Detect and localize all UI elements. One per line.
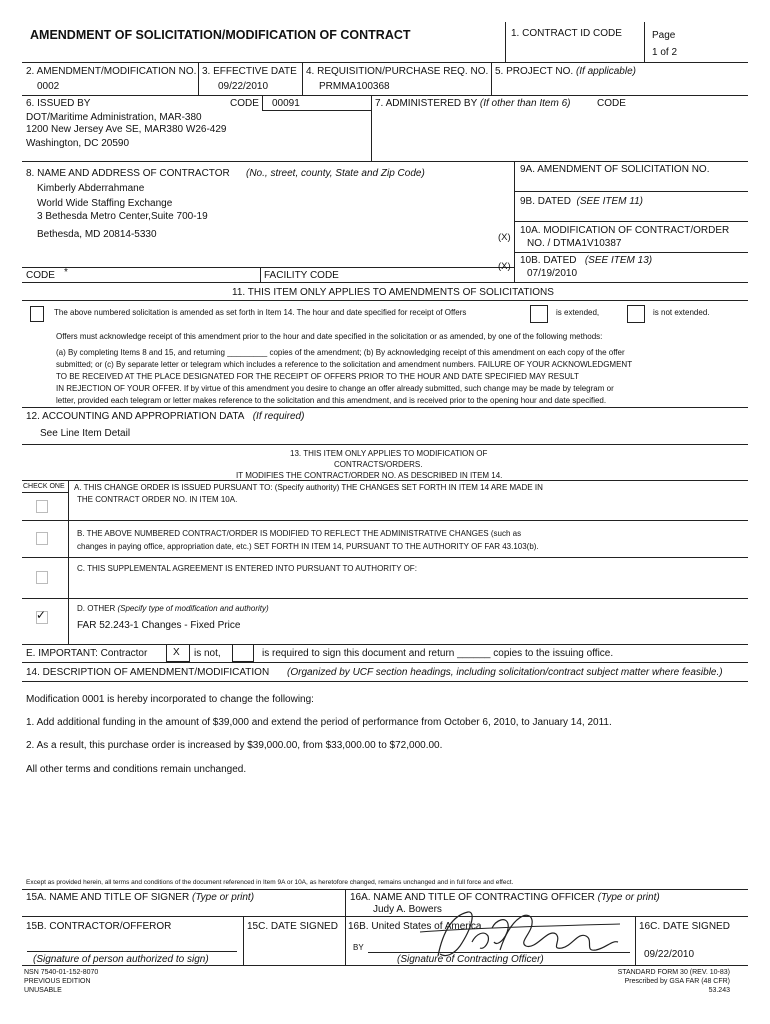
- item-14-p4: All other terms and conditions remain unchanged.: [26, 764, 247, 775]
- item-11-line7: letter, provided each telegram or letter makes reference to the solicitation and this amendment, and is received prior to the opening hour and date specified.: [56, 396, 607, 405]
- gsa-text: Prescribed by GSA FAR (48 CFR): [624, 978, 730, 985]
- item-10a-value: NO. / DTMA1V10387: [527, 238, 622, 249]
- item-13d-label: D. OTHER (Specify type of modification and authority): [77, 604, 269, 613]
- item-11-line5: TO BE RECEIVED AT THE PLACE DESIGNATED FOR THE RECEIPT OF OFFERS PRIOR TO THE HOUR AND DATE SPECIFIED MAY RESULT: [56, 372, 579, 381]
- by-label: BY: [353, 943, 364, 952]
- item-16c-label: 16C. DATE SIGNED: [639, 921, 730, 932]
- item-11-checkbox-1[interactable]: [30, 306, 44, 322]
- item-13-title3: IT MODIFIES THE CONTRACT/ORDER NO. AS DESCRIBED IN ITEM 14.: [236, 471, 503, 480]
- item-16b-label: 16B. United States of America: [348, 921, 482, 932]
- issued-code-label: CODE: [230, 98, 259, 109]
- item-11-line2: Offers must acknowledge receipt of this amendment prior to the hour and date specified in the solicitation or as amended, by one of the following methods:: [56, 332, 603, 341]
- not-extended-label: is not extended.: [653, 308, 710, 317]
- check-mark-icon: ✓: [36, 608, 47, 622]
- item-11-checkbox-not-extended[interactable]: [627, 305, 645, 323]
- item-10b-value: 07/19/2010: [527, 268, 578, 279]
- item-11-line1: The above numbered solicitation is amended as set forth in Item 14. The hour and date specified for receipt of Offers: [54, 308, 467, 317]
- previous-edition-text: PREVIOUS EDITION: [24, 978, 91, 985]
- item-14-p3: 2. As a result, this purchase order is increased by $39,000.00, from $33,000.00 to $72,000.00.: [26, 740, 443, 751]
- contractor-line3: 3 Bethesda Metro Center,Suite 700-19: [37, 211, 208, 222]
- item-11-line4: submitted; or (c) By separate letter or telegram which includes a reference to the solicitation and amendment numbers. FAILURE OF YOUR ACKNOWLEDGMENT: [56, 360, 633, 369]
- is-required-text: is required to sign this document and return ______ copies to the issuing office.: [262, 648, 614, 659]
- item-11-title: 11. THIS ITEM ONLY APPLIES TO AMENDMENTS OF SOLICITATIONS: [232, 287, 554, 298]
- is-not-label: is not,: [194, 648, 221, 659]
- item-13b-text1: B. THE ABOVE NUMBERED CONTRACT/ORDER IS MODIFIED TO REFLECT THE ADMINISTRATIVE CHANGES (such as: [77, 529, 522, 538]
- item-11-line6: IN REJECTION OF YOUR OFFER. If by virtue of this amendment you desire to change an offer already submitted, such change may be made by telegram or: [56, 384, 614, 393]
- item-13a-text1: A. THIS CHANGE ORDER IS ISSUED PURSUANT TO: (Specify authority) THE CHANGES SET FORTH IN ITEM 14 ARE MADE IN: [74, 483, 543, 492]
- item-15b-signature-caption: (Signature of person authorized to sign): [33, 954, 209, 965]
- extended-label: is extended,: [556, 308, 600, 317]
- item-13b-checkbox[interactable]: [36, 532, 48, 545]
- item-16a-label: 16A. NAME AND TITLE OF CONTRACTING OFFICER (Type or print): [350, 892, 660, 903]
- item-9b-label: 9B. DATED (SEE ITEM 11): [520, 196, 643, 207]
- amendment-no-label: 2. AMENDMENT/MODIFICATION NO.: [26, 66, 197, 77]
- check-one-label: CHECK ONE: [23, 483, 65, 490]
- amendment-no-value: 0002: [37, 81, 60, 92]
- item-14-p1: Modification 0001 is hereby incorporated to change the following:: [26, 694, 314, 705]
- item-15a-label: 15A. NAME AND TITLE OF SIGNER (Type or print): [26, 892, 255, 903]
- contractor-line1: Kimberly Abderrahmane: [37, 183, 145, 194]
- item-9a-label: 9A. AMENDMENT OF SOLICITATION NO.: [520, 164, 710, 175]
- item-16b-signature-caption: (Signature of Contracting Officer): [397, 954, 544, 965]
- issued-by-label: 6. ISSUED BY: [26, 98, 91, 109]
- item-14-label: 14. DESCRIPTION OF AMENDMENT/MODIFICATION: [26, 667, 270, 678]
- item-14-p2: 1. Add additional funding in the amount of $39,000 and extend the period of performance from October 6, 2010, to January 14, 2011.: [26, 717, 612, 728]
- item-13-title2: CONTRACTS/ORDERS.: [334, 460, 423, 469]
- important-required-box[interactable]: [232, 644, 254, 662]
- item-15c-label: 15C. DATE SIGNED: [247, 921, 338, 932]
- standard-form-text: STANDARD FORM 30 (REV. 10-83): [617, 969, 730, 976]
- x-mark-10a: (X): [498, 232, 511, 243]
- requisition-value: PRMMA100368: [319, 81, 390, 92]
- unusable-text: UNUSABLE: [24, 987, 62, 994]
- contract-id-label: 1. CONTRACT ID CODE: [511, 28, 622, 39]
- important-x: X: [173, 647, 180, 658]
- issued-address-line1: DOT/Maritime Administration, MAR-380: [26, 112, 202, 123]
- contractor-line2: World Wide Staffing Exchange: [37, 198, 173, 209]
- issued-address-line3: Washington, DC 20590: [26, 138, 130, 149]
- contractor-note: (No., street, county, State and Zip Code): [246, 168, 425, 179]
- form-code-text: 53.243: [708, 987, 730, 994]
- item-10a-label: 10A. MODIFICATION OF CONTRACT/ORDER: [520, 225, 730, 236]
- contractor-line4: Bethesda, MD 20814-5330: [37, 229, 157, 240]
- item-13c-checkbox[interactable]: [36, 571, 48, 584]
- x-mark-10b: (X): [498, 261, 511, 272]
- administered-by-label: 7. ADMINISTERED BY (If other than Item 6): [375, 98, 571, 109]
- item-13a-checkbox[interactable]: [36, 500, 48, 513]
- facility-code-label: FACILITY CODE: [264, 270, 339, 281]
- item-13c-text: C. THIS SUPPLEMENTAL AGREEMENT IS ENTERED INTO PURSUANT TO AUTHORITY OF:: [77, 564, 417, 573]
- form-title: AMENDMENT OF SOLICITATION/MODIFICATION OF CONTRACT: [30, 28, 411, 42]
- effective-date-value: 09/22/2010: [218, 81, 269, 92]
- page-label: Page: [652, 30, 676, 41]
- item-11-checkbox-extended[interactable]: [530, 305, 548, 323]
- effective-date-label: 3. EFFECTIVE DATE: [202, 66, 297, 77]
- item-13-title1: 13. THIS ITEM ONLY APPLIES TO MODIFICATION OF: [290, 449, 488, 458]
- issued-code-value: 00091: [272, 98, 300, 109]
- item-13d-value: FAR 52.243-1 Changes - Fixed Price: [77, 620, 241, 631]
- page-of: 1 of 2: [652, 47, 678, 58]
- item-16a-value: Judy A. Bowers: [373, 904, 442, 915]
- contractor-code-label: CODE: [26, 270, 55, 281]
- item-13a-text2: THE CONTRACT ORDER NO. IN ITEM 10A.: [77, 495, 238, 504]
- contractor-label: 8. NAME AND ADDRESS OF CONTRACTOR: [26, 168, 230, 179]
- item-14-note: (Organized by UCF section headings, including solicitation/contract subject matter where feasible.): [287, 667, 723, 678]
- nsn-text: NSN 7540-01-152-8070: [24, 969, 99, 976]
- except-text: Except as provided herein, all terms and conditions of the document referenced in Item 9A or 10A, as heretofore changed, remains unchanged and in full force and effect.: [26, 879, 514, 886]
- important-label: E. IMPORTANT: Contractor: [26, 648, 148, 659]
- issued-address-line2: 1200 New Jersey Ave SE, MAR380 W26-429: [26, 124, 227, 135]
- requisition-label: 4. REQUISITION/PURCHASE REQ. NO.: [306, 66, 489, 77]
- item-10b-label: 10B. DATED (SEE ITEM 13): [520, 255, 653, 266]
- item-11-line3: (a) By completing Items 8 and 15, and returning _________ copies of the amendment; (b) By acknowledging receipt of this amendment on each copy of the offer: [56, 348, 625, 357]
- item-12-value: See Line Item Detail: [40, 428, 131, 439]
- item-12-label: 12. ACCOUNTING AND APPROPRIATION DATA (If required): [26, 411, 305, 422]
- item-16c-value: 09/22/2010: [644, 949, 695, 960]
- item-13b-text2: changes in paying office, appropriation date, etc.) SET FORTH IN ITEM 14, PURSUANT TO THE AUTHORITY OF FAR 43.103(b).: [77, 542, 539, 551]
- administered-code-label: CODE: [597, 98, 626, 109]
- item-15b-label: 15B. CONTRACTOR/OFFEROR: [26, 921, 172, 932]
- contractor-code-value: *: [64, 267, 68, 278]
- project-no-label: 5. PROJECT NO. (If applicable): [495, 66, 636, 77]
- contracting-officer-signature: [380, 906, 630, 964]
